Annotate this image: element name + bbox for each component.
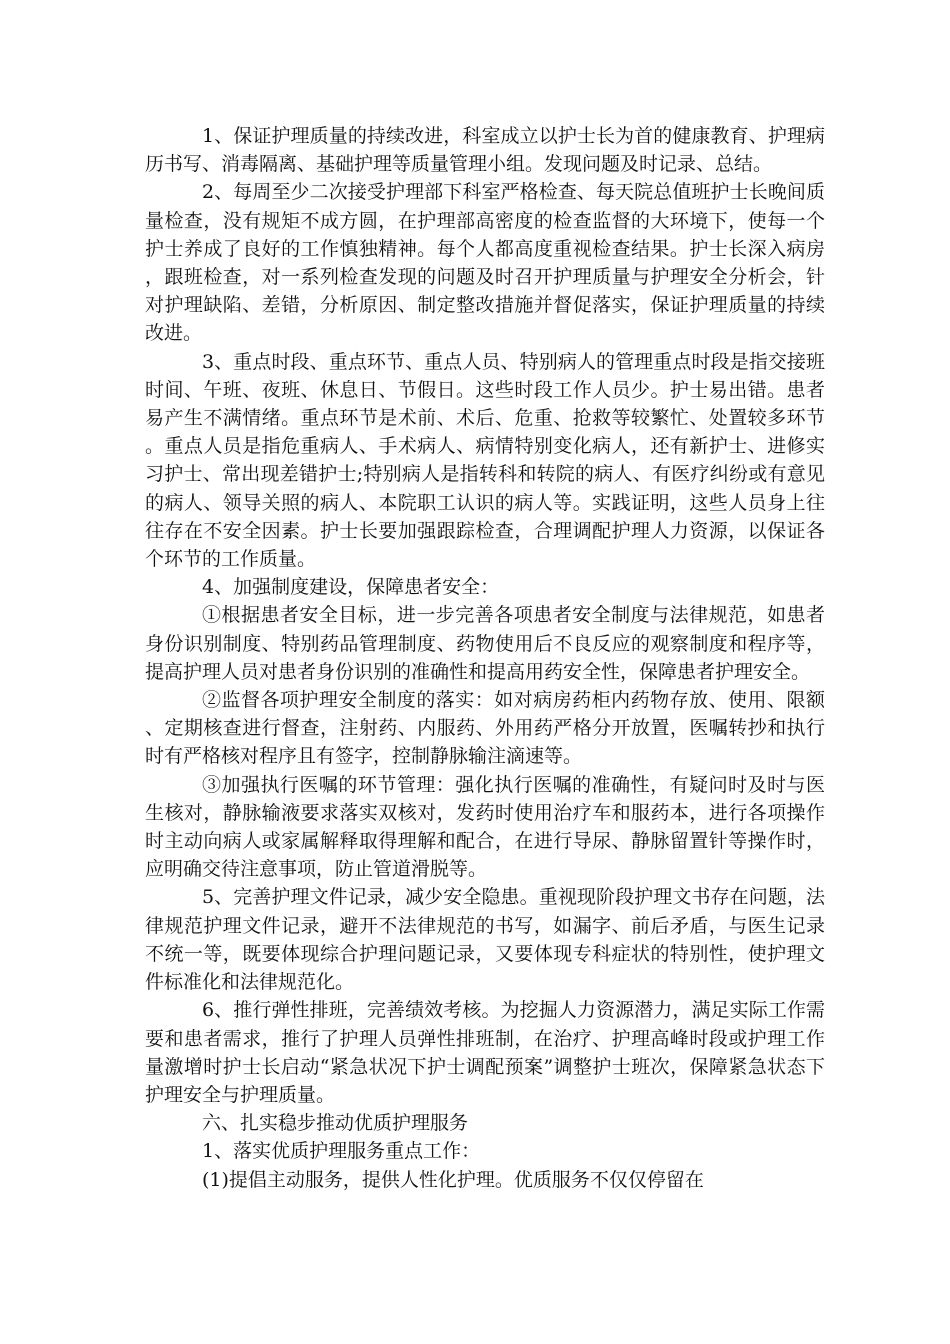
paragraph-active-service: (1)提倡主动服务，提供人性化护理。优质服务不仅仅停留在 bbox=[202, 1168, 704, 1191]
paragraph-safety-supervision: ②监督各项护理安全制度的落实：如对病房药柜内药物存放、使用、限额、定期核查进行督查，注射药、内服药、外用药严格分开放置，医嘱转抄和执行时有严格核对程序且有签字，控制静脉输注滴速等。 bbox=[145, 689, 825, 768]
subheading-key-work: 1、落实优质护理服务重点工作： bbox=[202, 1140, 481, 1163]
document-body bbox=[145, 122, 825, 1194]
paragraph-medical-orders: ③加强执行医嘱的环节管理：强化执行医嘱的准确性，有疑问时及时与医生核对，静脉输液要求落实双核对，发药时使用治疗车和服药本，进行各项操作时主动向病人或家属解释取得理解和配合，在进行导尿、静脉留置针等操作时，应明确交待注意事项，防止管道滑脱等。 bbox=[145, 773, 825, 881]
paragraph-nursing-records: 5、完善护理文件记录，减少安全隐患。重视现阶段护理文书存在问题，法律规范护理文件记录，避开不法律规范的书写，如漏字、前后矛盾，与医生记录不统一等，既要体现综合护理问题记录，又要体现专科症状的特别性，使护理文件标准化和法律规范化。 bbox=[145, 886, 825, 994]
paragraph-flexible-scheduling: 6、推行弹性排班，完善绩效考核。为挖掘人力资源潜力，满足实际工作需要和患者需求，推行了护理人员弹性排班制，在治疗、护理高峰时段或护理工作量激增时护士长启动“紧急状况下护士调配预案”调整护士班次，保障紧急状态下护理安全与护理质量。 bbox=[145, 999, 825, 1106]
paragraph-key-periods: 3、重点时段、重点环节、重点人员、特别病人的管理重点时段是指交接班时间、午班、夜班、休息日、节假日。这些时段工作人员少。护士易出错。患者易产生不满情绪。重点环节是术前、术后、危重、抢救等较繁忙、处置较多环节。重点人员是指危重病人、手术病人、病情特别变化病人，还有新护士、进修实习护士、常出现差错护士;特别病人是指转科和转院的病人、有医疗纠纷或有意见的病人、领导关照的病人、本院职工认识的病人等。实践证明，这些人员身上往往存在不安全因素。护士长要加强跟踪检查，合理调配护理人力资源，以保证各个环节的工作质量。 bbox=[145, 350, 825, 571]
section-heading-quality-service: 六、扎实稳步推动优质护理服务 bbox=[202, 1112, 469, 1135]
paragraph-weekly-inspection: 2、每周至少二次接受护理部下科室严格检查、每天院总值班护士长晚间质量检查，没有规矩不成方圆，在护理部高密度的检查监督的大环境下，使每一个护士养成了良好的工作慎独精神。每个人都高度重视检查结果。护士长深入病房，跟班检查，对一系列检查发现的问题及时召开护理质量与护理安全分析会，针对护理缺陷、差错，分析原因、制定整改措施并督促落实，保证护理质量的持续改进。 bbox=[145, 181, 825, 345]
paragraph-safety-goals: ①根据患者安全目标，进一步完善各项患者安全制度与法律规范，如患者身份识别制度、特别药品管理制度、药物使用后不良反应的观察制度和程序等，提高护理人员对患者身份识别的准确性和提高用药安全性，保障患者护理安全。 bbox=[145, 604, 825, 683]
paragraph-system-building: 4、加强制度建设，保障患者安全： bbox=[202, 576, 500, 599]
paragraph-quality-improvement: 1、保证护理质量的持续改进，科室成立以护士长为首的健康教育、护理病历书写、消毒隔离、基础护理等质量管理小组。发现问题及时记录、总结。 bbox=[145, 125, 825, 176]
